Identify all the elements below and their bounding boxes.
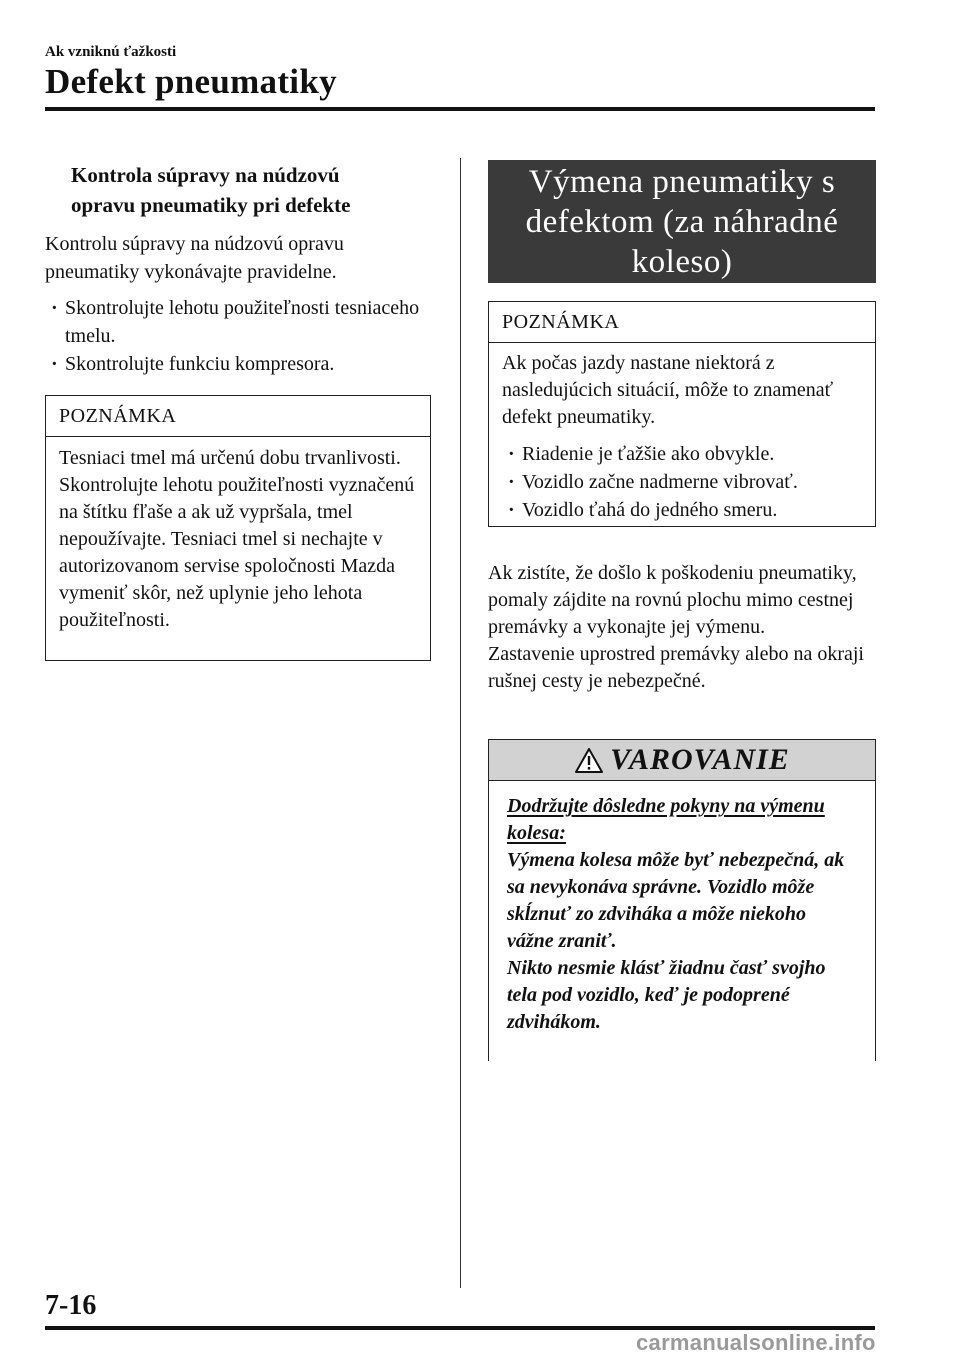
warning-triangle-icon [574,747,604,774]
list-item: · Skontrolujte lehotu použiteľnosti tesniaceho tmelu. [45,294,430,350]
warning-text: Výmena kolesa môže byť nebezpečná, ak sa nevykonáva správne. Vozidlo môže skĺznuť zo zdviháka a môže niekoho vážne zraniť. [507,849,845,952]
warning-content [489,781,875,1036]
intro-paragraph: Kontrolu súpravy na núdzovú opravu pneumatiky vykonávajte pravidelne. [45,233,344,283]
note-text: Ak počas jazdy nastane niektorá z nasledujúcich situácií, môže to znamenať defekt pneumatiky. [502,352,834,428]
note-title: POZNÁMKA [489,302,875,343]
page-title: Defekt pneumatiky [45,62,337,101]
list-item: · Vozidlo ťahá do jedného smeru. [502,496,862,524]
list-item: · Vozidlo začne nadmerne vibrovať. [502,468,862,496]
page-number: 7-16 [45,1290,97,1321]
warning-box [488,739,876,1061]
warning-text: Nikto nesmie klásť žiadnu časť svojho tela pod vozidlo, keď je podoprené zdvihákom. [507,957,826,1033]
subheading: Kontrola súpravy na núdzovú opravu pneumatiky pri defekte [71,163,351,217]
paragraph: Ak zistíte, že došlo k poškodeniu pneumatiky, pomaly zájdite na rovnú plochu mimo cestnej premávky a vykonajte jej výmenu. [488,562,857,638]
check-list [45,294,430,378]
warning-title: VAROVANIE [610,743,790,776]
body-text [488,560,876,695]
header-rule [45,107,875,111]
note-text: Tesniaci tmel má určenú dobu trvanlivosti. Skontrolujte lehotu použiteľnosti vyznačenú na štítku fľaše a ak už vypršala, tmel nepoužívajte. Tesniaci tmel si nechajte v autorizovanom servise spoločnosti Mazda vymeniť skôr, než uplynie jeho lehota použiteľnosti. [59,447,415,631]
section-label: Ak vzniknú ťažkosti [45,44,177,60]
paragraph: Zastavenie uprostred premávky alebo na okraji rušnej cesty je nebezpečné. [488,643,864,692]
list-item: · Skontrolujte funkciu kompresora. [45,350,430,378]
watermark: carmanualsonline.info [636,1330,876,1355]
section-banner: Výmena pneumatiky s defektom (za náhradné koleso) [488,160,876,283]
symptom-list [502,440,862,524]
column-divider [460,158,461,1288]
warning-heading: Dodržujte dôsledne pokyny na výmenu kolesa: [507,795,825,844]
warning-header [489,740,875,781]
note-box [45,395,431,661]
note-content [489,343,875,532]
list-item: · Riadenie je ťažšie ako obvykle. [502,440,862,468]
note-box [488,301,876,527]
note-title: POZNÁMKA [46,396,430,437]
